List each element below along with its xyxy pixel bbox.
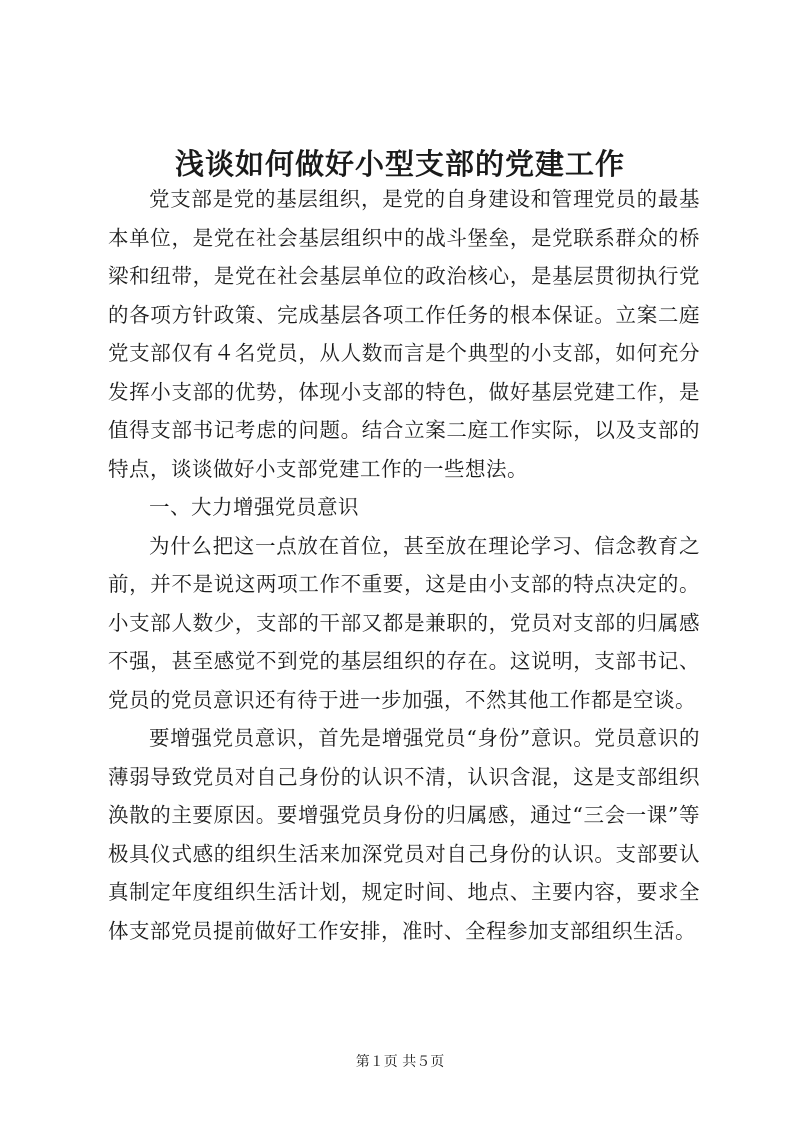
paragraph-identity: 要增强党员意识，首先是增强党员“身份”意识。党员意识的薄弱导致党员对自己身份的认识不清，认识含混，这是支部组织涣散的主要原因。要增强党员身份的归属感，通过“三会一课”等极具仪式感的组织生活来加深党员对自己身份的认识。支部要认真制定年度组织生活计划，规定时间、地点、主要内容，要求全体支部党员提前做好工作安排，准时、全程参加支部组织生活。 [108, 726, 700, 943]
document-body [108, 180, 700, 950]
paragraph-reason: 为什么把这一点放在首位，甚至放在理论学习、信念教育之前，并不是说这两项工作不重要，这是由小支部的特点决定的。小支部人数少，支部的干部又都是兼职的，党员对支部的归属感不强，甚至感觉不到党的基层组织的存在。这说明，支部书记、党员的党员意识还有待于进一步加强，不然其他工作都是空谈。 [108, 533, 700, 712]
page-number-footer: 第１页 共５页 [355, 1054, 445, 1070]
section-heading: 一、大力增强党员意识 [149, 495, 359, 519]
document-title: 浅谈如何做好小型支部的党建工作 [174, 147, 625, 181]
paragraph-intro: 党支部是党的基层组织，是党的自身建设和管理党员的最基本单位，是党在社会基层组织中的战斗堡垒，是党联系群众的桥梁和纽带，是党在社会基层单位的政治核心，是基层贯彻执行党的各项方针政策、完成基层各项工作任务的根本保证。立案二庭党支部仅有４名党员，从人数而言是个典型的小支部，如何充分发挥小支部的优势，体现小支部的特色，做好基层党建工作，是值得支部书记考虑的问题。结合立案二庭工作实际，以及支部的特点，谈谈做好小支部党建工作的一些想法。 [108, 187, 700, 481]
